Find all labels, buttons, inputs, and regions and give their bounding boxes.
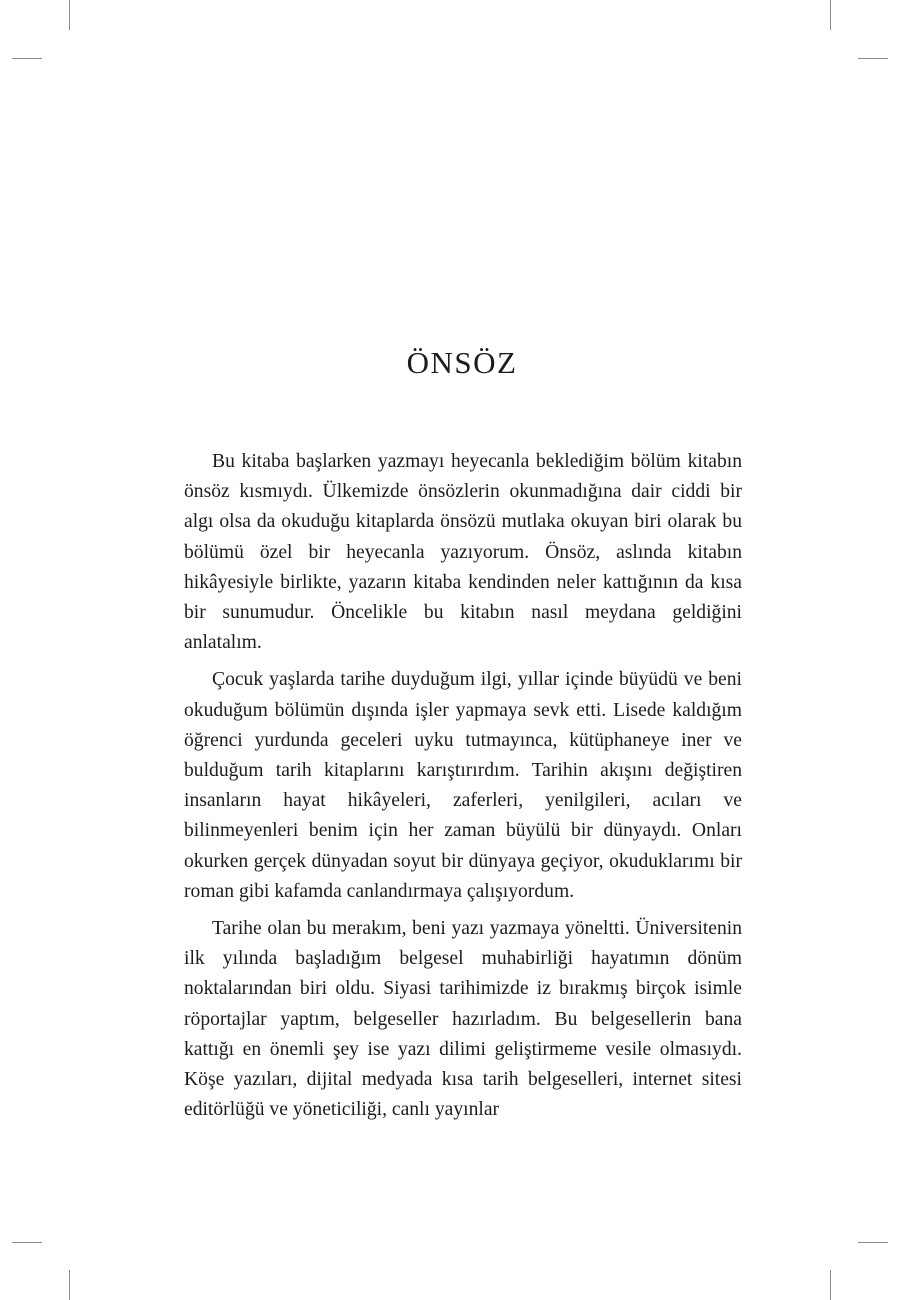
crop-mark-bottom-right-horizontal bbox=[858, 1242, 888, 1243]
paragraph: Bu kitaba başlarken yazmayı heyecanla beklediğim bölüm kitabın önsöz kısmıydı. Ülkemizde önsözlerin okunmadığına dair ciddi bir algı olsa da okuduğu kitaplarda önsözü mutlaka okuyan biri olarak bu bölümü özel bir heyecanla yazıyorum. Önsöz, aslında kitabın hikâyesiyle birlikte, yazarın kitaba kendinden neler kattığının da kısa bir sunumudur. Öncelikle bu kitabın nasıl meydana geldiğini anlatalım. bbox=[184, 451, 742, 654]
page-title: ÖNSÖZ bbox=[406, 345, 518, 380]
paragraph: Tarihe olan bu merakım, beni yazı yazmaya yöneltti. Üniversitenin ilk yılında başladığım belgesel muhabirliği hayatımın dönüm noktalarından biri oldu. Siyasi tarihimizde iz bırakmış birçok isimle röportajlar yaptım, belgeseller hazırladım. Bu belgesellerin bana kattığı en önemli şey ise yazı dilimi geliştirmeme vesile olmasıydı. Köşe yazıları, dijital medyada kısa tarih belgeselleri, internet sitesi editörlüğü ve yöneticiliği, canlı yayınlar bbox=[184, 918, 742, 1121]
paragraph: Çocuk yaşlarda tarihe duyduğum ilgi, yıllar içinde büyüdü ve beni okuduğum bölümün dışında işler yapmaya sevk etti. Lisede kaldığım öğrenci yurdunda geceleri uyku tutmayınca, kütüphaneye iner ve bulduğum tarih kitaplarını karıştırırdım. Tarihin akışını değiştiren insanların hayat hikâyeleri, zaferleri, yenilgileri, acıları ve bilinmeyenleri benim için her zaman büyülü bir dünyaydı. Onları okurken gerçek dünyadan soyut bir dünyaya geçiyor, okuduklarımı bir roman gibi kafamda canlandırmaya çalışıyordum. bbox=[184, 669, 742, 902]
crop-mark-bottom-right-vertical bbox=[830, 1270, 831, 1300]
body-text bbox=[184, 447, 742, 1132]
crop-mark-top-right-horizontal bbox=[858, 58, 888, 59]
crop-mark-top-left-horizontal bbox=[12, 58, 42, 59]
crop-mark-bottom-left-horizontal bbox=[12, 1242, 42, 1243]
crop-mark-top-right-vertical bbox=[830, 0, 831, 30]
crop-mark-top-left-vertical bbox=[69, 0, 70, 30]
crop-mark-bottom-left-vertical bbox=[69, 1270, 70, 1300]
